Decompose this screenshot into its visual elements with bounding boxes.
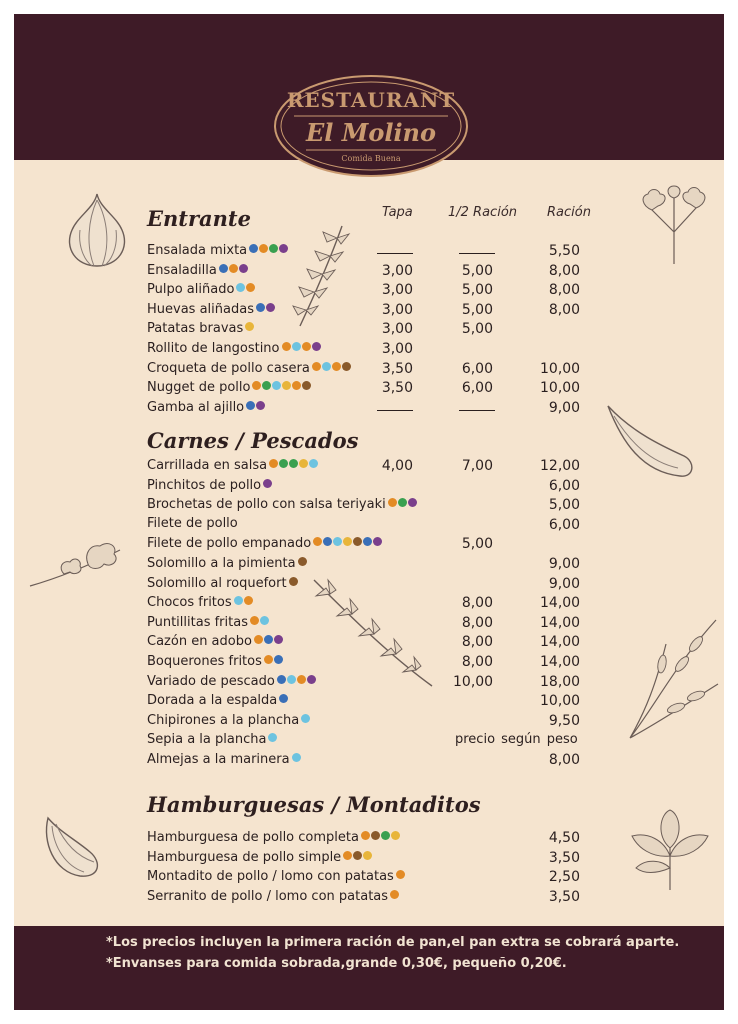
footnotes [106, 932, 679, 974]
allergen-icons [390, 888, 400, 903]
menu-item-name [147, 575, 299, 591]
menu-item-label: Croqueta de pollo casera [147, 361, 310, 376]
menu-item [147, 262, 717, 281]
price-racion: 9,50 [548, 713, 580, 729]
menu-item-name [147, 829, 401, 845]
menu-item-label: Puntillitas fritas [147, 615, 248, 630]
menu-item-name [147, 399, 266, 415]
allergen-icon [274, 635, 283, 644]
price-media-racion: 8,00 [461, 595, 493, 611]
menu-item-name [147, 731, 278, 747]
menu-item [147, 829, 717, 848]
price-racion: 3,50 [548, 889, 580, 905]
menu-item-label: Boquerones fritos [147, 654, 262, 669]
allergen-icons [388, 496, 418, 511]
section-title: Carnes / Pescados [147, 428, 359, 453]
price-racion: 12,00 [540, 458, 581, 474]
menu-item-label: Carrillada en salsa [147, 458, 268, 473]
allergen-icon [298, 557, 307, 566]
menu-item-label: Gamba al ajillo [147, 400, 245, 415]
price-racion: 10,00 [540, 380, 581, 396]
allergen-icon [264, 635, 273, 644]
price-media-racion: 8,00 [461, 615, 493, 631]
allergen-icons [269, 457, 319, 472]
allergen-icon [361, 831, 370, 840]
menu-item-name [147, 301, 276, 317]
menu-item-name [147, 360, 352, 376]
price-racion: 14,00 [540, 615, 581, 631]
section-title: Entrante [147, 206, 251, 231]
allergen-icon [302, 381, 311, 390]
price-tapa: 3,00 [381, 282, 413, 298]
price-racion: 14,00 [540, 595, 581, 611]
allergen-icon [292, 342, 301, 351]
menu-item [147, 399, 717, 418]
price-racion: 6,00 [548, 517, 580, 533]
price-media-racion: 10,00 [453, 674, 494, 690]
allergen-icon [381, 831, 390, 840]
menu-item [147, 614, 717, 633]
allergen-icon [269, 244, 278, 253]
allergen-icon [292, 753, 301, 762]
price-media-racion [453, 243, 493, 259]
price-tapa [373, 400, 413, 416]
price-racion: 9,00 [548, 556, 580, 572]
allergen-icon [219, 264, 228, 273]
allergen-icon [279, 244, 288, 253]
menu-item-label: Solomillo a la pimienta [147, 556, 296, 571]
allergen-icon [391, 831, 400, 840]
allergen-icons [263, 477, 273, 492]
menu-item-name [147, 712, 311, 728]
price-racion: 8,00 [548, 282, 580, 298]
menu-item [147, 281, 717, 300]
menu-item [147, 496, 717, 515]
allergen-icons [312, 360, 352, 375]
menu-item-label: Hamburguesa de pollo completa [147, 830, 359, 845]
menu-item-label: Nugget de pollo [147, 380, 251, 395]
allergen-icons [252, 379, 312, 394]
menu-item [147, 868, 717, 887]
menu-item [147, 731, 717, 750]
allergen-icons [313, 535, 383, 550]
allergen-icon [269, 459, 278, 468]
menu-item-name [147, 242, 289, 258]
menu-item [147, 633, 717, 652]
allergen-icon [396, 870, 405, 879]
menu-item-label: Montadito de pollo / lomo con patatas [147, 869, 394, 884]
menu-item-name [147, 262, 249, 278]
allergen-icon [312, 342, 321, 351]
allergen-icon [234, 596, 243, 605]
column-header-racion: Ración [547, 205, 591, 220]
allergen-icon [245, 322, 254, 331]
price-tapa: 3,00 [381, 302, 413, 318]
allergen-icons [277, 673, 317, 688]
menu-item-label: Almejas a la marinera [147, 752, 290, 767]
allergen-icon [259, 244, 268, 253]
menu-item-label: Variado de pescado [147, 674, 275, 689]
garlic-illustration [58, 190, 136, 270]
menu-item-label: Hamburguesa de pollo simple [147, 850, 342, 865]
menu-item-label: Rollito de langostino [147, 341, 280, 356]
section-title: Hamburguesas / Montaditos [147, 792, 481, 817]
price-tapa: 3,00 [381, 263, 413, 279]
column-header-tapa: Tapa [382, 205, 413, 220]
parsley-illustration-left [28, 536, 128, 592]
allergen-icon [312, 362, 321, 371]
allergen-icon [363, 537, 372, 546]
menu-item-name [147, 379, 312, 395]
price-racion: 9,00 [548, 576, 580, 592]
allergen-icon [246, 283, 255, 292]
allergen-icon [229, 264, 238, 273]
menu-item [147, 555, 717, 574]
allergen-icon [322, 362, 331, 371]
price-racion: 5,50 [548, 243, 580, 259]
menu-item-name [147, 751, 302, 767]
menu-item-name [147, 535, 383, 551]
price-racion: 6,00 [548, 478, 580, 494]
allergen-icon [256, 303, 265, 312]
price-tapa: 3,00 [381, 341, 413, 357]
allergen-icons [234, 594, 254, 609]
menu-item [147, 242, 717, 261]
allergen-icons [264, 653, 284, 668]
allergen-icon [371, 831, 380, 840]
onion-illustration [40, 812, 104, 882]
menu-item-label: Ensaladilla [147, 263, 217, 278]
allergen-icon [307, 675, 316, 684]
allergen-icon [301, 714, 310, 723]
price-media-racion: 8,00 [461, 654, 493, 670]
menu-page [14, 14, 724, 1010]
menu-item [147, 360, 717, 379]
allergen-icon [236, 283, 245, 292]
allergen-icon [274, 655, 283, 664]
price-media-racion: 7,00 [461, 458, 493, 474]
restaurant-logo [272, 74, 470, 178]
allergen-icon [353, 537, 362, 546]
menu-item-label: Filete de pollo empanado [147, 536, 312, 551]
menu-item [147, 320, 717, 339]
allergen-icon [313, 537, 322, 546]
menu-item-label: Huevas aliñadas [147, 302, 254, 317]
menu-item-label: Filete de pollo [147, 516, 238, 531]
allergen-icon [408, 498, 417, 507]
column-header-media-racion: 1/2 Ración [448, 205, 518, 220]
price-racion: 18,00 [540, 674, 581, 690]
allergen-icon [249, 244, 258, 253]
allergen-icon [264, 655, 273, 664]
price-media-racion: 5,00 [461, 536, 493, 552]
logo-name-text: El Molino [305, 118, 437, 147]
price-media-racion: 8,00 [461, 634, 493, 650]
allergen-icon [309, 459, 318, 468]
allergen-icon [282, 381, 291, 390]
menu-item [147, 516, 717, 535]
allergen-icon [302, 342, 311, 351]
menu-item-label: Chocos fritos [147, 595, 232, 610]
menu-item-name [147, 496, 418, 512]
allergen-icon [268, 733, 277, 742]
allergen-icons [245, 320, 255, 335]
allergen-icon [260, 616, 269, 625]
allergen-icon [277, 675, 286, 684]
allergen-icons [292, 751, 302, 766]
price-tapa: 3,00 [381, 321, 413, 337]
allergen-icons [246, 399, 266, 414]
allergen-icon [292, 381, 301, 390]
allergen-icon [390, 890, 399, 899]
allergen-icon [266, 303, 275, 312]
menu-item-name [147, 555, 308, 571]
allergen-icons [298, 555, 308, 570]
price-tapa: 3,50 [381, 380, 413, 396]
menu-item-name [147, 692, 289, 708]
price-racion: 8,00 [548, 752, 580, 768]
footnote-containers: *Envanses para comida sobrada,grande 0,30€, pequeño 0,20€. [106, 956, 567, 971]
price-note: precio según peso [455, 732, 578, 747]
menu-item [147, 340, 717, 359]
menu-item-label: Chipirones a la plancha [147, 713, 300, 728]
price-racion: 8,00 [548, 302, 580, 318]
allergen-icons [279, 692, 289, 707]
menu-item [147, 301, 717, 320]
allergen-icon [388, 498, 397, 507]
price-racion: 3,50 [548, 850, 580, 866]
price-racion: 9,00 [548, 400, 580, 416]
menu-item-name [147, 516, 238, 531]
menu-item-name [147, 281, 256, 297]
menu-item [147, 575, 717, 594]
allergen-icon [343, 537, 352, 546]
allergen-icon [250, 616, 259, 625]
menu-item-label: Patatas bravas [147, 321, 244, 336]
price-media-racion [453, 400, 493, 416]
allergen-icon [343, 851, 352, 860]
allergen-icon [252, 381, 261, 390]
menu-item [147, 673, 717, 692]
menu-item-name [147, 614, 270, 630]
allergen-icon [279, 694, 288, 703]
allergen-icons [219, 262, 249, 277]
price-racion: 14,00 [540, 654, 581, 670]
menu-item [147, 457, 717, 476]
price-media-racion: 5,00 [461, 263, 493, 279]
price-racion: 8,00 [548, 263, 580, 279]
menu-item [147, 535, 717, 554]
allergen-icon [333, 537, 342, 546]
menu-item [147, 849, 717, 868]
allergen-icon [246, 401, 255, 410]
menu-item [147, 653, 717, 672]
allergen-icon [256, 401, 265, 410]
price-racion: 10,00 [540, 361, 581, 377]
menu-item [147, 379, 717, 398]
menu-item-name [147, 888, 400, 904]
allergen-icon [272, 381, 281, 390]
price-media-racion: 6,00 [461, 361, 493, 377]
allergen-icon [289, 577, 298, 586]
price-racion: 5,00 [548, 497, 580, 513]
allergen-icon [299, 459, 308, 468]
allergen-icon [282, 342, 291, 351]
allergen-icon [353, 851, 362, 860]
price-racion: 4,50 [548, 830, 580, 846]
price-tapa: 3,50 [381, 361, 413, 377]
allergen-icon [363, 851, 372, 860]
price-media-racion: 5,00 [461, 282, 493, 298]
allergen-icon [263, 479, 272, 488]
menu-item [147, 888, 717, 907]
menu-item-name [147, 633, 284, 649]
allergen-icons [361, 829, 401, 844]
menu-item-name [147, 849, 373, 865]
menu-item [147, 477, 717, 496]
menu-item-label: Pinchitos de pollo [147, 478, 262, 493]
allergen-icon [398, 498, 407, 507]
allergen-icons [249, 242, 289, 257]
menu-item-label: Serranito de pollo / lomo con patatas [147, 889, 389, 904]
allergen-icon [254, 635, 263, 644]
price-media-racion: 6,00 [461, 380, 493, 396]
menu-item [147, 751, 717, 770]
menu-item [147, 712, 717, 731]
menu-item-label: Sepia a la plancha [147, 732, 267, 747]
menu-item [147, 692, 717, 711]
allergen-icon [323, 537, 332, 546]
price-racion: 14,00 [540, 634, 581, 650]
menu-item-name [147, 868, 406, 884]
allergen-icon [279, 459, 288, 468]
menu-item-name [147, 653, 284, 669]
price-tapa [373, 243, 413, 259]
price-media-racion: 5,00 [461, 321, 493, 337]
allergen-icons [396, 868, 406, 883]
menu-item-label: Brochetas de pollo con salsa teriyaki [147, 497, 386, 512]
menu-item-label: Solomillo al roquefort [147, 576, 287, 591]
footnote-bread: *Los precios incluyen la primera ración de pan,el pan extra se cobrará aparte. [106, 935, 680, 950]
allergen-icon [287, 675, 296, 684]
allergen-icons [236, 281, 256, 296]
allergen-icons [301, 712, 311, 727]
price-racion: 10,00 [540, 693, 581, 709]
allergen-icons [256, 301, 276, 316]
price-tapa: 4,00 [381, 458, 413, 474]
menu-item-name [147, 457, 319, 473]
allergen-icon [373, 537, 382, 546]
allergen-icon [239, 264, 248, 273]
menu-item-label: Ensalada mixta [147, 243, 248, 258]
allergen-icon [332, 362, 341, 371]
menu-item-label: Cazón en adobo [147, 634, 252, 649]
menu-item-label: Dorada a la espalda [147, 693, 278, 708]
menu-item-name [147, 340, 322, 356]
allergen-icons [250, 614, 270, 629]
allergen-icon [297, 675, 306, 684]
allergen-icon [244, 596, 253, 605]
allergen-icons [254, 633, 284, 648]
menu-item-label: Pulpo aliñado [147, 282, 235, 297]
menu-item [147, 594, 717, 613]
menu-item-name [147, 594, 254, 610]
price-media-racion: 5,00 [461, 302, 493, 318]
menu-item-name [147, 320, 255, 336]
menu-item-name [147, 673, 317, 689]
logo-restaurant-text: RESTAURANT [286, 88, 456, 112]
allergen-icons [343, 849, 373, 864]
allergen-icons [268, 731, 278, 746]
menu-item-name [147, 477, 273, 493]
allergen-icon [262, 381, 271, 390]
logo-tagline: Comida Buena [341, 154, 401, 163]
allergen-icon [289, 459, 298, 468]
allergen-icon [342, 362, 351, 371]
price-racion: 2,50 [548, 869, 580, 885]
allergen-icons [282, 340, 322, 355]
allergen-icons [289, 575, 299, 590]
